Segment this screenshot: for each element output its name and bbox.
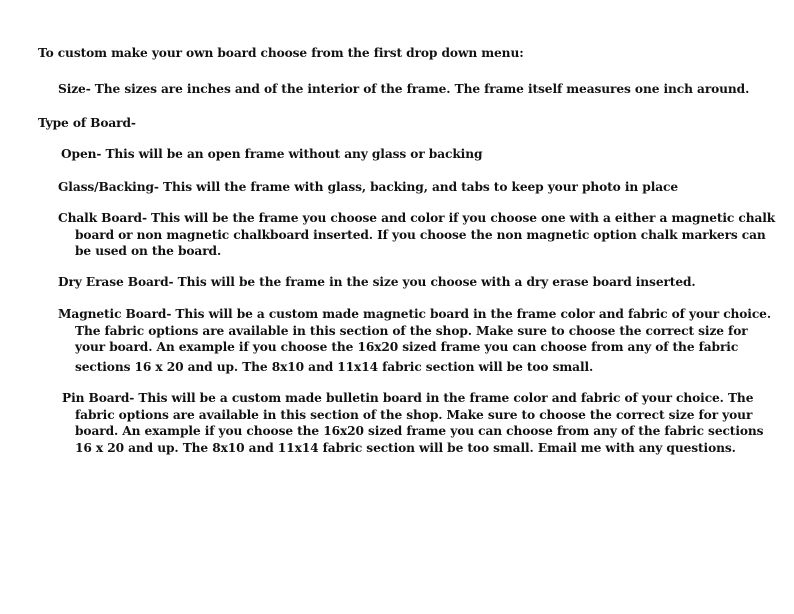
chalk-board-line-3: be used on the board. bbox=[75, 244, 222, 258]
glass-backing-option-description: Glass/Backing- This will the frame with glass, backing, and tabs to keep your photo in place bbox=[58, 180, 679, 194]
type-of-board-heading: Type of Board- bbox=[38, 116, 136, 130]
magnetic-board-option-description bbox=[58, 306, 771, 375]
open-option-description: Open- This will be an open frame without any glass or backing bbox=[61, 147, 483, 161]
pin-board-option-description bbox=[62, 390, 763, 456]
pin-board-line-1: Pin Board- This will be a custom made bulletin board in the frame color and fabric of your choice. The bbox=[62, 391, 754, 405]
pin-board-line-2: fabric options are available in this section of the shop. Make sure to choose the correct size for your bbox=[75, 407, 753, 422]
intro-text: To custom make your own board choose from the first drop down menu: bbox=[38, 46, 524, 60]
magnetic-board-line-1: Magnetic Board- This will be a custom made magnetic board in the frame color and fabric of your choice. bbox=[58, 307, 771, 321]
magnetic-board-line-4: sections 16 x 20 and up. The 8x10 and 11x14 fabric section will be too small. bbox=[75, 359, 594, 374]
chalk-board-option-description bbox=[58, 210, 775, 260]
size-description: Size- The sizes are inches and of the interior of the frame. The frame itself measures one inch around. bbox=[58, 82, 750, 96]
chalk-board-line-1: Chalk Board- This will be the frame you choose and color if you choose one with a either a magnetic chalk bbox=[58, 211, 776, 225]
magnetic-board-line-3: your board. An example if you choose the 16x20 sized frame you can choose from any of the fabric bbox=[75, 340, 739, 354]
pin-board-line-3: board. An example if you choose the 16x20 sized frame you can choose from any of the fabric sections bbox=[75, 424, 764, 438]
dry-erase-option-description: Dry Erase Board- This will be the frame in the size you choose with a dry erase board inserted. bbox=[58, 275, 696, 289]
pin-board-line-4: 16 x 20 and up. The 8x10 and 11x14 fabric section will be too small. Email me with any questions. bbox=[75, 440, 736, 455]
chalk-board-line-2: board or non magnetic chalkboard inserted. If you choose the non magnetic option chalk markers can bbox=[75, 227, 766, 242]
magnetic-board-line-2: The fabric options are available in this section of the shop. Make sure to choose the correct size for bbox=[75, 323, 748, 338]
